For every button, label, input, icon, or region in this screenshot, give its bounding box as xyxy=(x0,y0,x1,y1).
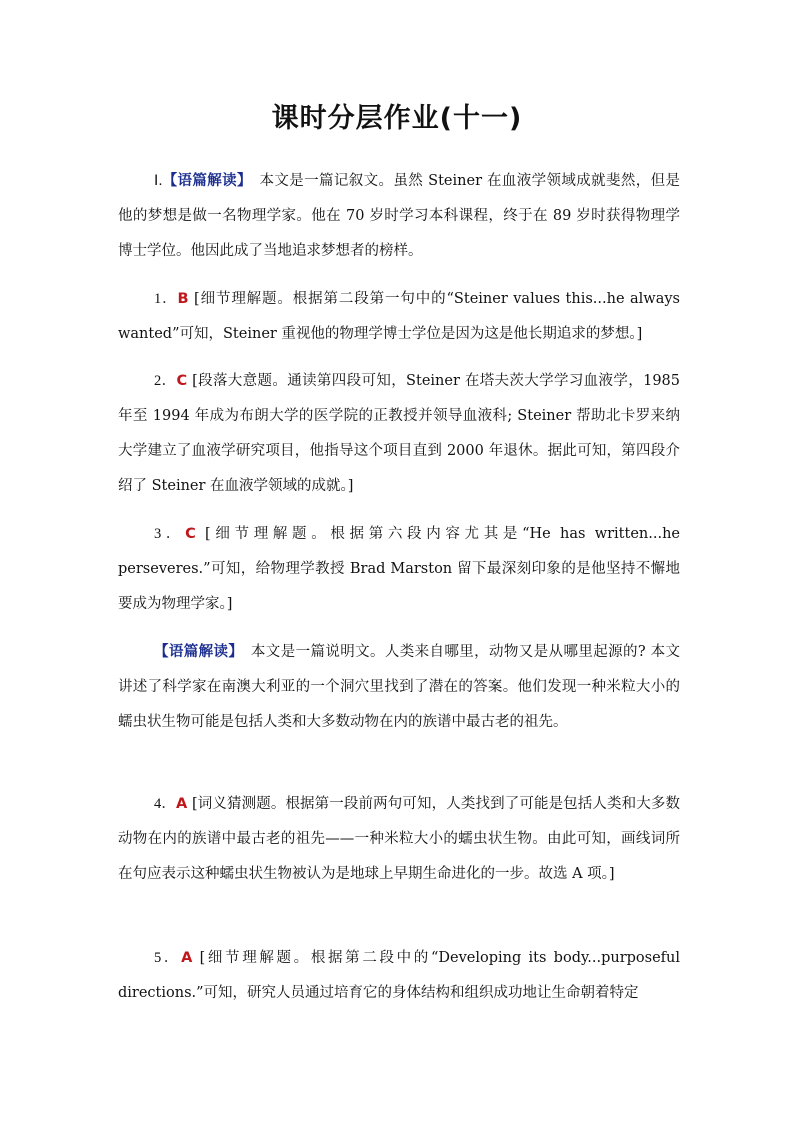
answer-3 xyxy=(118,517,680,622)
section2-tag: 【语篇解读】 xyxy=(154,644,237,660)
answer-2-explanation: [段落大意题。通读第四段可知，Steiner 在塔夫茨大学学习血液学，1985 年至 1994 年成为布朗大学的医学院的正教授并领导血液科; Steiner 帮助北卡罗来纳大学建立了血液学研究项目，他指导这个项目直到 2000 年退休。据此可知，第四段介绍了 Steiner 在血液学领域的成就。] xyxy=(118,373,681,494)
section2-text: 本文是一篇说明文。人类来自哪里，动物又是从哪里起源的? 本文讲述了科学家在南澳大利亚的一个洞穴里找到了潜在的答案。他们发现一种米粒大小的蠕虫状生物可能是包括人类和大多数动物在内的族谱中最古老的祖先。 xyxy=(118,644,680,730)
answer-4 xyxy=(118,787,680,892)
answer-3-number: 3． xyxy=(154,526,186,542)
answer-5-choice: A xyxy=(181,950,193,966)
page-title: 课时分层作业(十一) xyxy=(271,103,523,134)
answer-4-explanation: [词义猜测题。根据第一段前两句可知，人类找到了可能是包括人类和大多数动物在内的族谱中最古老的祖先——一种米粒大小的蠕虫状生物。由此可知，画线词所在句应表示这种蠕虫状生物被认为是地球上早期生命进化的一步。故选 A 项。] xyxy=(118,796,681,882)
answer-2 xyxy=(118,364,680,504)
answer-4-number: 4． xyxy=(154,796,176,812)
answer-5 xyxy=(118,941,680,1011)
answer-1 xyxy=(118,282,680,352)
section1-number: Ⅰ. xyxy=(154,173,163,189)
answer-5-number: 5． xyxy=(154,950,182,966)
answer-4-choice: A xyxy=(176,796,188,812)
answer-2-number: 2． xyxy=(154,373,177,389)
answer-2-choice: C xyxy=(176,373,188,389)
answer-3-choice: C xyxy=(185,526,196,542)
answer-3-explanation: [细节理解题。根据第六段内容尤其是“He has written...he perseveres.”可知，给物理学教授 Brad Marston 留下最深刻印象的是他坚持不懈地要成为物理学家。] xyxy=(118,526,680,612)
section1-text: 本文是一篇记叙文。虽然 Steiner 在血液学领域成就斐然，但是他的梦想是做一名物理学家。他在 70 岁时学习本科课程，终于在 89 岁时获得物理学博士学位。他因此成了当地追求梦想者的榜样。 xyxy=(118,173,681,259)
answer-1-explanation: [细节理解题。根据第二段第一句中的“Steiner values this...he always wanted”可知，Steiner 重视他的物理学博士学位是因为这是他长期追求的梦想。] xyxy=(118,291,680,342)
answer-1-number: 1． xyxy=(154,291,178,307)
section2-passage xyxy=(118,635,680,740)
section1-passage xyxy=(118,164,680,269)
answer-5-explanation: [细节理解题。根据第二段中的“Developing its body...purposeful directions.”可知，研究人员通过培育它的身体结构和组织成功地让生命朝着特定 xyxy=(118,950,681,1001)
answer-1-choice: B xyxy=(177,291,189,307)
section1-tag: 【语篇解读】 xyxy=(162,173,245,189)
